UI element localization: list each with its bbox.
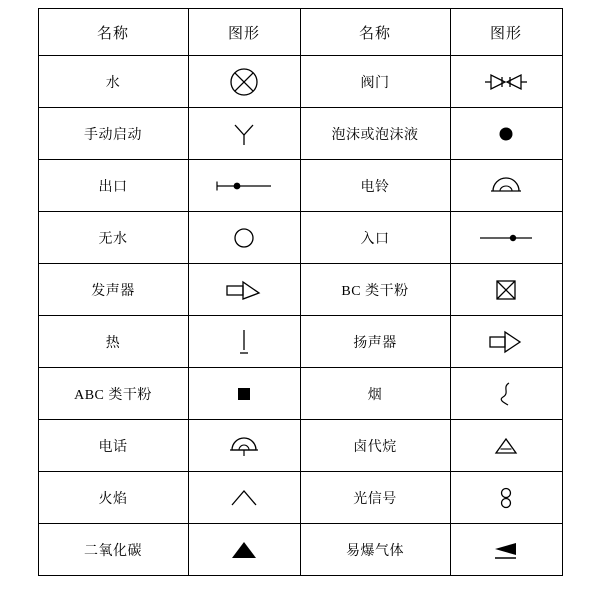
row-name-right: 扬声器 (300, 316, 450, 368)
symbol-legend-sheet (0, 8, 600, 598)
filled-dot-icon (450, 108, 562, 160)
table-row (38, 212, 562, 264)
row-name-right: 卤代烷 (300, 420, 450, 472)
filled-square-icon (188, 368, 300, 420)
header-symbol-left: 图形 (188, 9, 300, 56)
table-row (38, 472, 562, 524)
filled-triangle-icon (188, 524, 300, 576)
row-name-left: 热 (38, 316, 188, 368)
row-name-right: 电铃 (300, 160, 450, 212)
row-name-right: 光信号 (300, 472, 450, 524)
table-row (38, 160, 562, 212)
circle-x-icon (188, 56, 300, 108)
entry-arrow-icon (450, 212, 562, 264)
table-row (38, 524, 562, 576)
row-name-left: 无水 (38, 212, 188, 264)
row-name-right: 阀门 (300, 56, 450, 108)
square-x-icon (450, 264, 562, 316)
table-header-row (38, 9, 562, 56)
row-name-left: 出口 (38, 160, 188, 212)
sounder-icon (188, 264, 300, 316)
bell-icon (450, 160, 562, 212)
row-name-left: ABC 类干粉 (38, 368, 188, 420)
row-name-left: 火焰 (38, 472, 188, 524)
row-name-right: 烟 (300, 368, 450, 420)
row-name-right: BC 类干粉 (300, 264, 450, 316)
row-name-left: 水 (38, 56, 188, 108)
table-row (38, 108, 562, 160)
row-name-left: 手动启动 (38, 108, 188, 160)
fire-symbol-table (38, 8, 563, 576)
header-name-left: 名称 (38, 9, 188, 56)
header-name-right: 名称 (300, 9, 450, 56)
triangle-halon-icon (450, 420, 562, 472)
table-row (38, 316, 562, 368)
header-symbol-right: 图形 (450, 9, 562, 56)
telephone-icon (188, 420, 300, 472)
light-signal-icon (450, 472, 562, 524)
empty-circle-icon (188, 212, 300, 264)
row-name-left: 电话 (38, 420, 188, 472)
valve-bowtie-icon (450, 56, 562, 108)
row-name-left: 二氧化碳 (38, 524, 188, 576)
exit-arrow-icon (188, 160, 300, 212)
row-name-right: 易爆气体 (300, 524, 450, 576)
table-row (38, 420, 562, 472)
row-name-right: 泡沫或泡沫液 (300, 108, 450, 160)
table-row (38, 56, 562, 108)
heat-arrow-icon (188, 316, 300, 368)
loudspeaker-icon (450, 316, 562, 368)
manual-pull-icon (188, 108, 300, 160)
table-row (38, 368, 562, 420)
smoke-wave-icon (450, 368, 562, 420)
explosive-gas-icon (450, 524, 562, 576)
table-row (38, 264, 562, 316)
row-name-left: 发声器 (38, 264, 188, 316)
flame-chevron-icon (188, 472, 300, 524)
row-name-right: 入口 (300, 212, 450, 264)
